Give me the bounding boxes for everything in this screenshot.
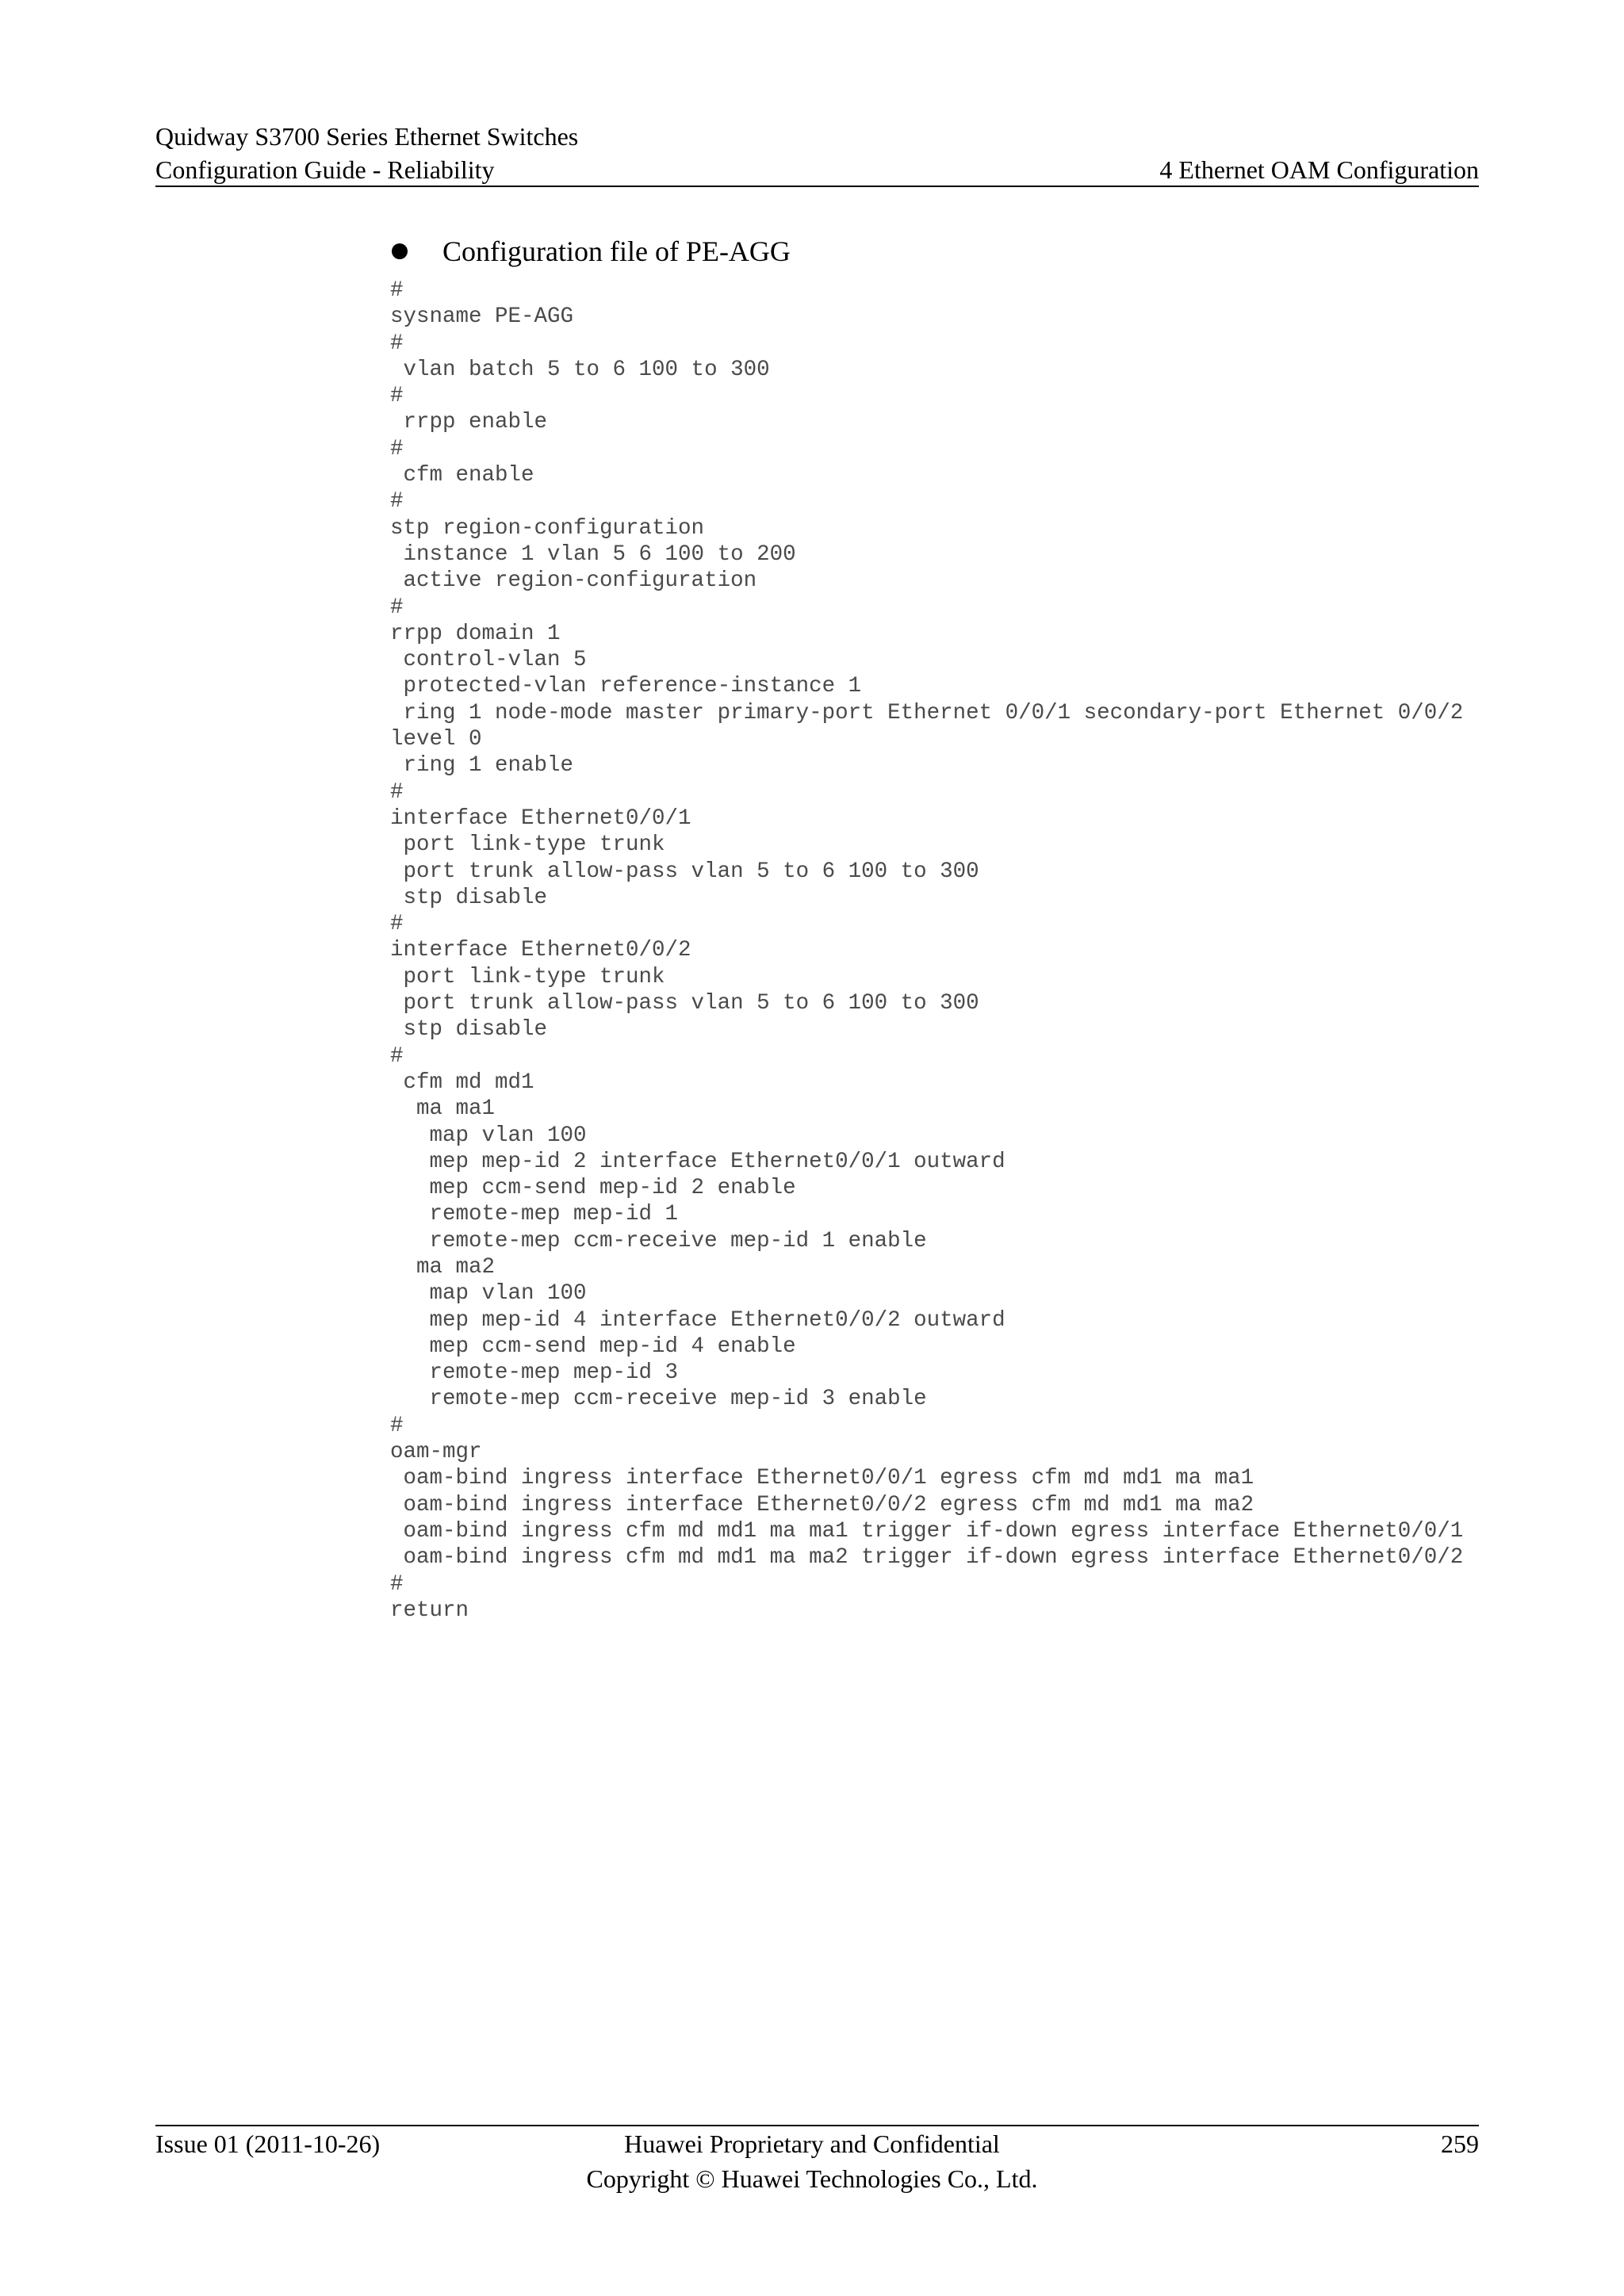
footer-copyright: Copyright © Huawei Technologies Co., Ltd.: [586, 2164, 1038, 2193]
code-line: mep ccm-send mep-id 2 enable: [390, 1176, 796, 1201]
code-line: map vlan 100: [390, 1123, 587, 1148]
code-line: #: [390, 436, 404, 461]
section-bullet-title: Configuration file of PE-AGG: [442, 235, 791, 267]
section-bullet: [390, 232, 791, 271]
code-line: sysname PE-AGG: [390, 304, 574, 330]
code-line: cfm md md1: [390, 1070, 534, 1095]
code-line: interface Ethernet0/0/2: [390, 938, 691, 963]
code-line: port link-type trunk: [390, 832, 665, 858]
code-line: ring 1 node-mode master primary-port Ethernet 0/0/1 secondary-port Ethernet 0/0/2: [390, 700, 1464, 725]
code-line: oam-bind ingress interface Ethernet0/0/2 egress cfm md md1 ma ma2: [390, 1492, 1254, 1517]
code-line: mep mep-id 4 interface Ethernet0/0/2 outward: [390, 1307, 1005, 1333]
code-line: ma ma1: [390, 1096, 496, 1122]
code-line: level 0: [390, 727, 482, 752]
code-line: oam-mgr: [390, 1440, 482, 1465]
code-line: vlan batch 5 to 6 100 to 300: [390, 357, 770, 382]
code-line: instance 1 vlan 5 6 100 to 200: [390, 541, 796, 567]
code-line: stp disable: [390, 1017, 548, 1043]
code-line: #: [390, 1043, 404, 1069]
configuration-code-block: [390, 277, 1463, 1624]
code-line: #: [390, 1571, 404, 1597]
code-line: remote-mep ccm-receive mep-id 1 enable: [390, 1228, 927, 1253]
code-line: oam-bind ingress cfm md md1 ma ma1 trigger if-down egress interface Ethernet0/0/1: [390, 1518, 1464, 1544]
code-line: remote-mep mep-id 3: [390, 1360, 679, 1386]
code-line: #: [390, 331, 404, 356]
code-line: cfm enable: [390, 463, 534, 488]
code-line: rrpp enable: [390, 410, 548, 435]
code-line: #: [390, 1413, 404, 1438]
code-line: protected-vlan reference-instance 1: [390, 674, 862, 699]
bullet-dot-icon: [392, 243, 408, 259]
code-line: map vlan 100: [390, 1281, 587, 1307]
code-line: rrpp domain 1: [390, 621, 561, 646]
code-line: control-vlan 5: [390, 648, 587, 673]
code-line: #: [390, 489, 404, 515]
code-line: stp region-configuration: [390, 515, 705, 541]
code-line: stp disable: [390, 885, 548, 910]
code-line: ring 1 enable: [390, 753, 574, 779]
code-line: #: [390, 278, 404, 303]
code-line: #: [390, 384, 404, 409]
header-product-title: Quidway S3700 Series Ethernet Switches: [155, 122, 579, 151]
footer-issue: Issue 01 (2011-10-26): [155, 2130, 381, 2158]
code-line: #: [390, 779, 404, 805]
code-line: port trunk allow-pass vlan 5 to 6 100 to 300: [390, 859, 979, 884]
code-line: return: [390, 1598, 469, 1623]
footer-page-number: 259: [1441, 2130, 1479, 2158]
code-line: remote-mep ccm-receive mep-id 3 enable: [390, 1387, 927, 1412]
footer-proprietary: Huawei Proprietary and Confidential: [624, 2130, 1000, 2158]
code-line: oam-bind ingress interface Ethernet0/0/1 egress cfm md md1 ma ma1: [390, 1466, 1254, 1491]
code-line: interface Ethernet0/0/1: [390, 806, 691, 831]
code-line: #: [390, 595, 404, 620]
code-line: active region-configuration: [390, 568, 757, 594]
code-line: port link-type trunk: [390, 964, 665, 989]
code-line: port trunk allow-pass vlan 5 to 6 100 to 300: [390, 991, 979, 1016]
header-chapter-title: 4 Ethernet OAM Configuration: [1159, 155, 1479, 184]
code-line: remote-mep mep-id 1: [390, 1202, 679, 1227]
code-line: ma ma2: [390, 1254, 496, 1280]
header-divider: [155, 186, 1479, 187]
header-guide-title: Configuration Guide - Reliability: [155, 155, 495, 184]
code-line: mep ccm-send mep-id 4 enable: [390, 1334, 796, 1359]
code-line: mep mep-id 2 interface Ethernet0/0/1 outward: [390, 1149, 1005, 1174]
code-line: #: [390, 912, 404, 937]
footer-divider: [155, 2125, 1479, 2126]
code-line: oam-bind ingress cfm md md1 ma ma2 trigger if-down egress interface Ethernet0/0/2: [390, 1545, 1464, 1571]
